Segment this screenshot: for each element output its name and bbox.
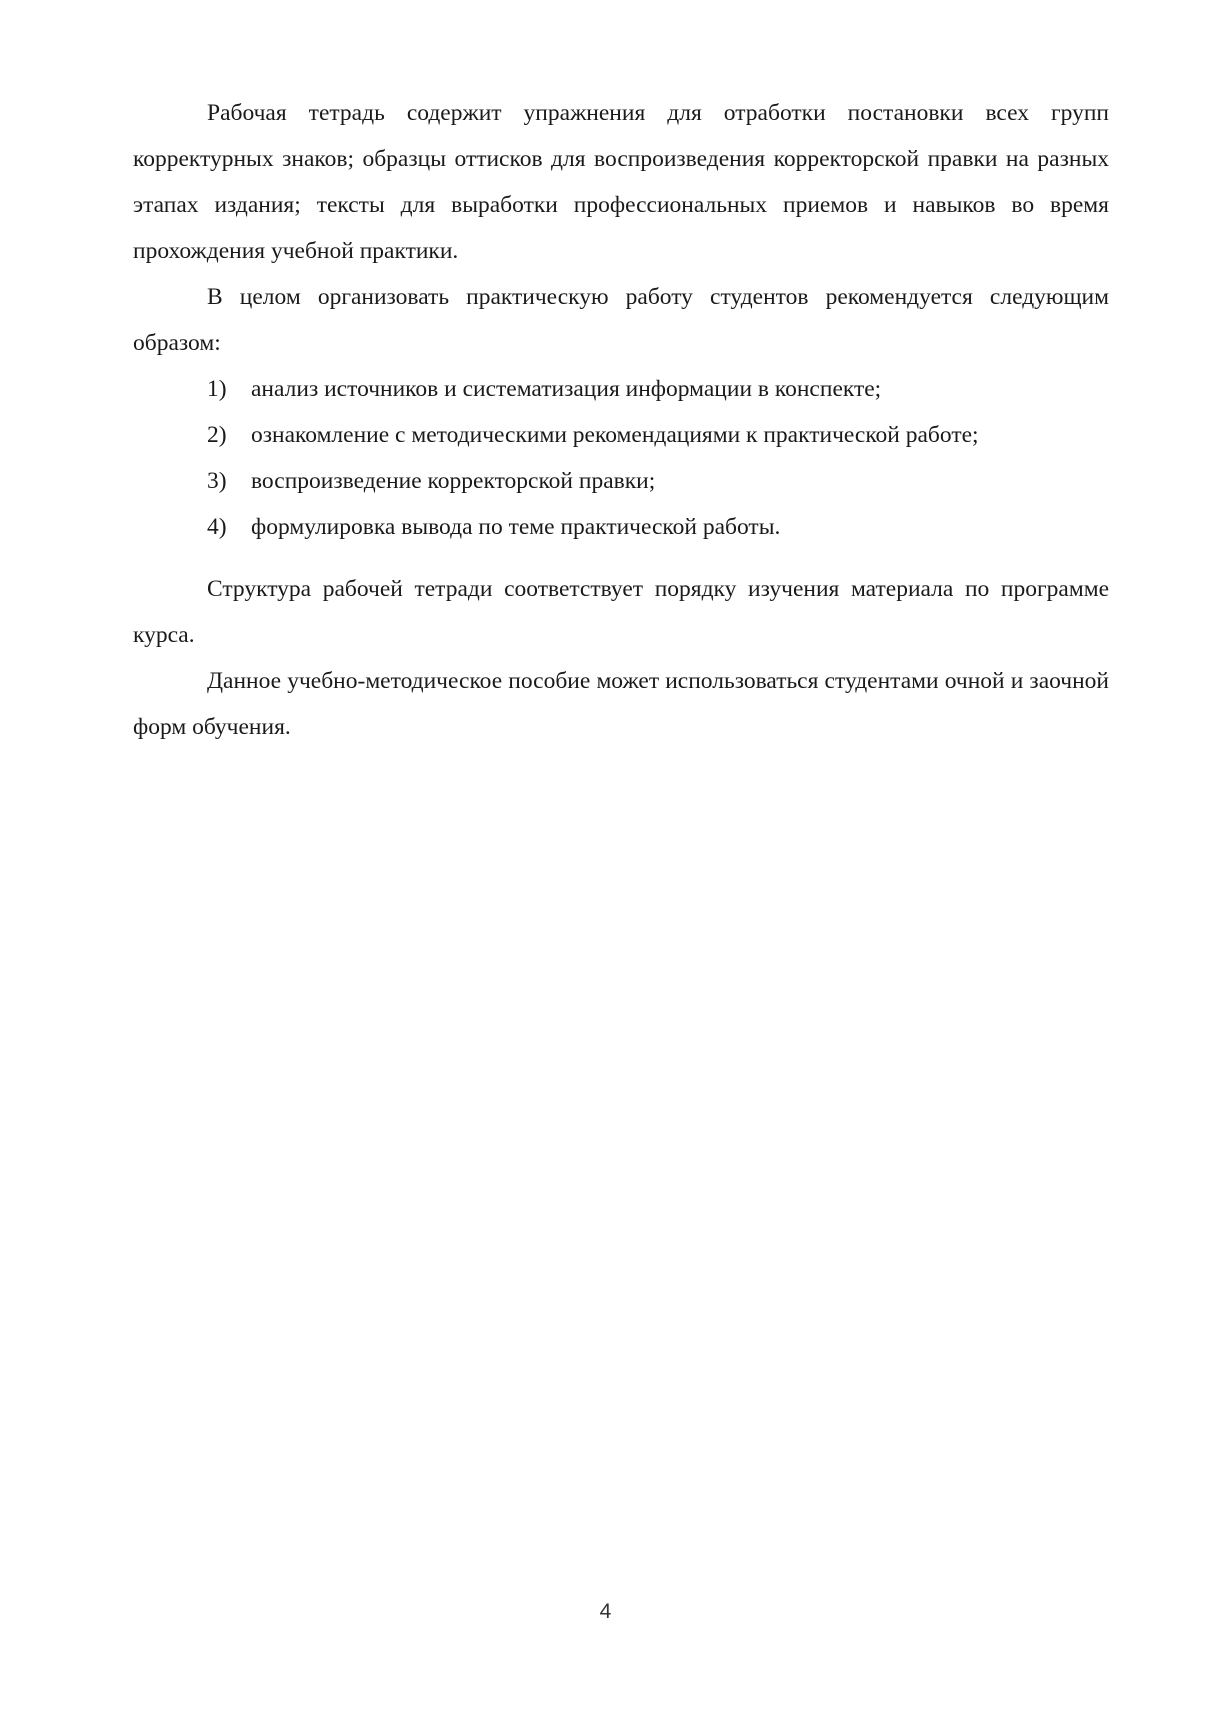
page-number: 4 [599, 1600, 612, 1623]
list-item-number: 4) [207, 514, 227, 540]
paragraph-workbook-contents: Рабочая тетрадь содержит упражнения для отработки постановки всех групп корректурных знаков; образцы оттисков для воспроизведения корректорской правки на разных этапах издания; тексты для выработки профессиональных приемов и навыков во время прохождения учебной практики. [133, 100, 1109, 264]
list-item-text: анализ источников и систематизация информации в конспекте; [251, 376, 882, 402]
page-body [133, 90, 1109, 750]
list-item-text: воспроизведение корректорской правки; [251, 468, 656, 494]
list-item [133, 458, 1109, 504]
list-item [133, 366, 1109, 412]
paragraph-organization-intro: В целом организовать практическую работу студентов рекомендуется следующим образом: [133, 284, 1109, 356]
list-item [133, 412, 1109, 458]
numbered-list [133, 366, 1109, 550]
list-item-number: 1) [207, 376, 227, 402]
list-item-text: формулировка вывода по теме практической работы. [251, 514, 781, 540]
paragraph-audience: Данное учебно-методическое пособие может использоваться студентами очной и заочной форм обучения. [133, 668, 1109, 740]
paragraph-structure: Структура рабочей тетради соответствует порядку изучения материала по программе курса. [133, 576, 1109, 648]
list-item-number: 2) [207, 422, 227, 448]
list-item-text: ознакомление с методическими рекомендациями к практической работе; [251, 422, 979, 448]
list-item [133, 504, 1109, 550]
list-item-number: 3) [207, 468, 227, 494]
